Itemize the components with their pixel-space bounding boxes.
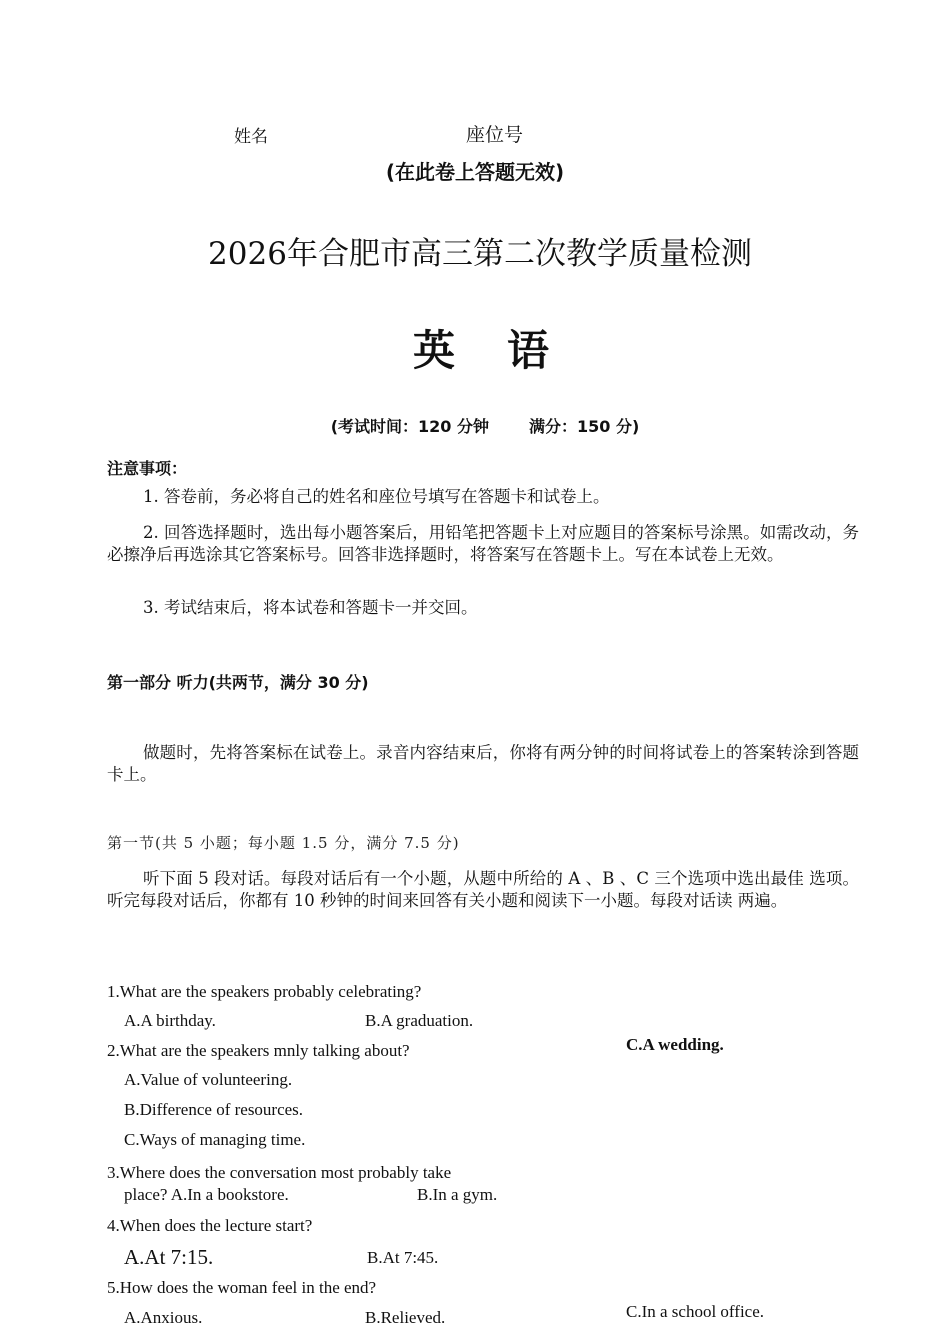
option-b: B.Relieved.	[365, 1308, 446, 1327]
note-item: 2. 回答选择题时，选出每小题答案后，用铅笔把答题卡上对应题目的答案标号涂黑。如需改动，务必擦净后再选涂其它答案标号。回答非选择题时，将答案写在答题卡上。写在本试卷上无效。	[107, 523, 859, 564]
invalid-note: (在此卷上答题无效)	[385, 160, 565, 184]
part-title: 第一部分 听力(共两节，满分 30 分)	[107, 673, 369, 692]
notes-heading: 注意事项：	[107, 459, 188, 478]
option-a: A.Anxious.	[124, 1308, 203, 1327]
question-stem: 5.How does the woman feel in the end?	[107, 1278, 377, 1297]
exam-time: (考试时间：120 分钟	[330, 417, 489, 436]
question-stem-line2: place? A.In a bookstore.	[124, 1185, 289, 1204]
option-c: C.Ways of managing time.	[124, 1130, 306, 1149]
question-stem: 2.What are the speakers mnly talking about?	[107, 1041, 410, 1060]
option-b: B.A graduation.	[365, 1011, 474, 1030]
option-a: A.At 7:15.	[124, 1245, 214, 1269]
exam-title: 2026年合肥市高三第二次教学质量检测	[208, 236, 752, 272]
subject-title	[0, 318, 950, 378]
option-b: B.In a gym.	[417, 1185, 498, 1204]
question-stem: 4.When does the lecture start?	[107, 1216, 313, 1235]
name-label: 姓名	[234, 127, 268, 147]
question-stem: 1.What are the speakers probably celebrating?	[107, 982, 422, 1001]
option-c: C.In a school office.	[626, 1302, 765, 1321]
option-a: A.A birthday.	[124, 1011, 216, 1030]
option-c: C.A wedding.	[626, 1035, 724, 1054]
option-b: B.Difference of resources.	[124, 1100, 304, 1119]
part-instruction: 做题时，先将答案标在试卷上。录音内容结束后，你将有两分钟的时间将试卷上的答案转涂到答题卡上。	[107, 743, 859, 784]
option-a: A.Value of volunteering.	[124, 1070, 293, 1089]
subject-char-1: 英	[412, 326, 459, 375]
note-item: 1. 答卷前，务必将自己的姓名和座位号填写在答题卡和试卷上。	[143, 487, 610, 506]
option-b: B.At 7:45.	[367, 1248, 439, 1267]
exam-info	[0, 414, 950, 437]
section-title: 第一节(共 5 小题；每小题 1.5 分，满分 7.5 分)	[107, 834, 460, 852]
seat-label: 座位号	[466, 124, 524, 146]
question-stem: 3.Where does the conversation most probably take	[107, 1163, 452, 1182]
subject-char-2: 语	[507, 326, 554, 375]
section-instruction: 听下面 5 段对话。每段对话后有一个小题，从题中所给的 A 、B 、C 三个选项中选出最佳 选项。听完每段对话后，你都有 10 秒钟的时间来回答有关小题和阅读下一小题。每段对话读 两遍。	[107, 869, 859, 910]
note-item: 3. 考试结束后，将本试卷和答题卡一并交回。	[143, 598, 478, 617]
exam-score: 满分：150 分)	[529, 417, 640, 436]
